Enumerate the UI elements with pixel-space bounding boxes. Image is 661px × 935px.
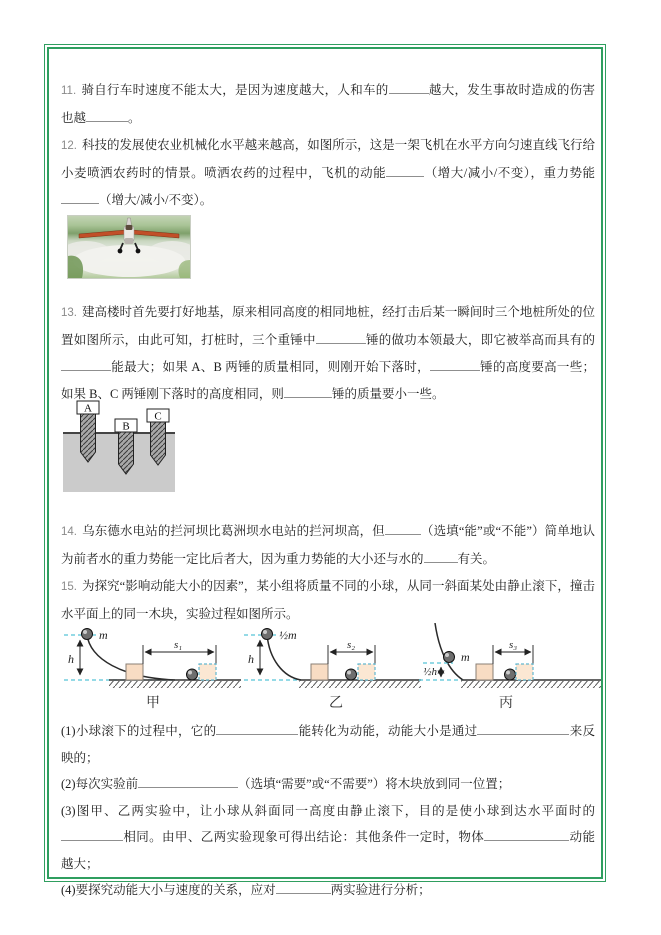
pile-driver-figure: [63, 400, 175, 492]
block-final-bing: [516, 664, 533, 680]
blank-line: [484, 827, 569, 841]
blank-line: [61, 357, 111, 371]
question-12-text: 科技的发展使农业机械化水平越来越高，如图所示，这是一架飞机在水平方向匀速直线飞行给小麦喷洒农药时的情景。喷洒农药的过程中，飞机的动能 （增大/减小/不变），重力势能（增大/减小/不变）。: [61, 138, 595, 207]
block-final-jia: [199, 664, 216, 680]
pile-c-label: C: [154, 410, 162, 423]
experiment-panel-bing: [419, 623, 601, 711]
height-label-bing: ½h: [423, 666, 437, 678]
blank-line: [61, 190, 99, 204]
ground-hatch: [461, 681, 601, 688]
subquestion-3: (3)图甲、乙两实验中，让小球从斜面同一高度由静止滚下，目的是使小球到达水平面时的相同。由甲、乙两实验现象可得出结论：其他条件一定时，物体 动能越大；: [61, 803, 595, 871]
question-13-number: 13.: [61, 307, 77, 319]
ball-bing: [444, 652, 455, 663]
subquestion-2: (2)每次实验前 （选填“需要”或“不需要”）将木块放到同一位置；: [61, 771, 595, 798]
question-12: [61, 132, 595, 214]
crop-duster-photo: [67, 215, 191, 279]
question-15: [61, 573, 595, 628]
question-11-text: 骑自行车时速度不能太大，是因为速度越大，人和车的 越大，发生事故时造成的伤害也越 。: [61, 83, 595, 125]
blank-line: [276, 880, 331, 894]
pile-a: [81, 414, 96, 462]
question-15-subquestions: [61, 718, 595, 904]
pile-a-label: A: [84, 402, 92, 415]
ball-label-yi: ½m: [279, 628, 297, 642]
blank-line: [424, 549, 458, 563]
question-14-text: 乌东德水电站的拦河坝比葛洲坝水电站的拦河坝高，但 （选填“能”或“不能”）简单地认为前者水的重力势能一定比后者大，因为重力势能的大小还与水的 有关。: [61, 524, 595, 566]
question-14-number: 14.: [61, 526, 77, 538]
ball-final-bing: [505, 669, 516, 680]
blank-line: [284, 384, 332, 398]
pile-b: [119, 432, 134, 474]
subquestion-4: (4)要探究动能大小与速度的关系，应对 两实验进行分析；: [61, 877, 595, 904]
blank-line: [61, 827, 123, 841]
pile-c: [151, 422, 166, 465]
height-label-jia: h: [68, 652, 74, 666]
ground-hatch: [299, 681, 421, 688]
experiment-panel-yi: [244, 628, 421, 711]
spray-mist: [73, 245, 185, 277]
question-15-text: 为探究“影响动能大小的因素”，某小组将质量不同的小球，从同一斜面某处由静止滚下，撞击水平面上的同一木块，实验过程如图所示。: [61, 579, 595, 621]
subquestion-1: (1)小球滚下的过程中，它的 能转化为动能，动能大小是通过 来反映的；: [61, 718, 595, 771]
blank-line: [138, 774, 238, 788]
ball-final-yi: [346, 669, 357, 680]
ball-label-jia: m: [99, 628, 108, 642]
block-start-jia: [126, 664, 143, 680]
blank-line: [386, 163, 424, 177]
distance-label-jia: s₁: [173, 639, 183, 651]
question-15-number: 15.: [61, 581, 77, 593]
worksheet-content: [49, 49, 601, 897]
ball-final-jia: [187, 669, 198, 680]
ball-label-bing: m: [461, 650, 470, 664]
block-start-yi: [311, 664, 328, 680]
caption-bing: 丙: [499, 696, 513, 711]
blank-line: [86, 108, 128, 122]
pile-b-label: B: [122, 420, 130, 433]
question-14: [61, 518, 595, 573]
blank-line: [477, 721, 569, 735]
blank-line: [316, 330, 366, 344]
blank-line: [216, 721, 298, 735]
question-11: [61, 77, 595, 132]
distance-label-bing: s₃: [508, 639, 518, 651]
ground-hatch: [109, 681, 241, 688]
height-label-yi: h: [248, 652, 254, 666]
block-start-bing: [476, 664, 493, 680]
question-13-text: 建高楼时首先要打好地基，原来相同高度的相同地桩，经打击后某一瞬间时三个地桩所处的位置如图所示，由此可知，打桩时，三个重锤中 锤的做功本领最大，即它被举高而具有的能最大；如果 A、B 两锤的质量相同，则刚开始下落时， 锤的高度要高一些；如果 B、C 两锤刚下落时的高度相同，则 锤的质量要小一些。: [61, 305, 595, 401]
caption-yi: 乙: [329, 696, 343, 711]
question-11-number: 11.: [61, 85, 77, 97]
ball-yi: [262, 629, 273, 640]
caption-jia: 甲: [146, 696, 160, 711]
question-13: [61, 299, 595, 408]
blank-line: [430, 357, 480, 371]
experiment-figure: [61, 623, 606, 711]
blank-line: [385, 521, 421, 535]
page-border-inner: [47, 47, 603, 897]
distance-label-yi: s₂: [346, 639, 356, 651]
page-border: [44, 44, 606, 897]
experiment-panel-jia: [64, 628, 241, 711]
question-12-number: 12.: [61, 140, 77, 152]
block-final-yi: [358, 664, 375, 680]
ball-jia: [82, 629, 93, 640]
blank-line: [389, 80, 429, 94]
